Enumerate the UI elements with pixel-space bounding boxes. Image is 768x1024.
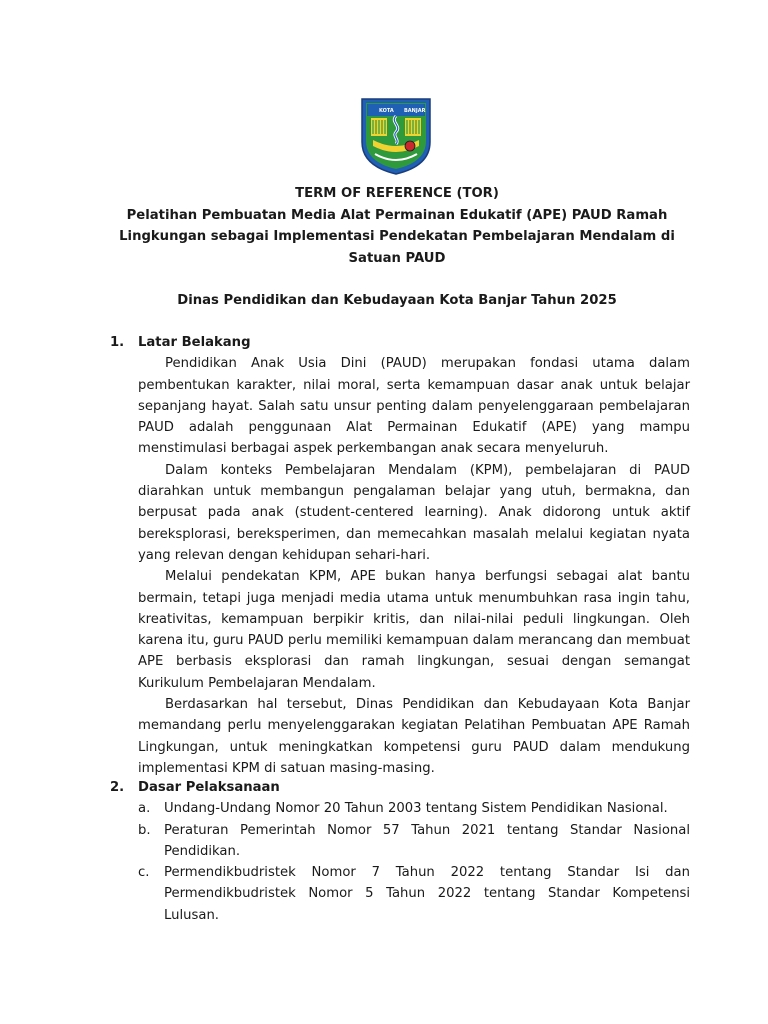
doc-title-line-3: Satuan PAUD [348, 250, 446, 266]
svg-text:KOTA: KOTA [379, 108, 394, 114]
list-marker: a. [138, 801, 151, 817]
section-heading [110, 777, 690, 798]
list-marker: b. [138, 822, 151, 838]
doc-type-heading: TERM OF REFERENCE (TOR) [295, 186, 499, 201]
section-title: Latar Belakang [138, 335, 251, 350]
section-number: 2. [110, 780, 125, 795]
document-title-block [100, 183, 694, 269]
paragraph: Pendidikan Anak Usia Dini (PAUD) merupakan fondasi utama dalam pembentukan karakter, nilai moral, serta kemampuan dasar anak untuk belajar sepanjang hayat. Salah satu unsur penting dalam penyelenggaraan pembelajaran PAUD adalah penggunaan Alat Permainan Edukatif (APE) yang mampu menstimulasi berbagai aspek perkembangan anak secara menyeluruh. [138, 356, 690, 457]
list-text: Peraturan Pemerintah Nomor 57 Tahun 2021 tentang Standar Nasional Pendidikan. [164, 822, 690, 859]
section-title: Dasar Pelaksanaan [138, 780, 280, 795]
list-item [110, 798, 690, 819]
section-number: 1. [110, 335, 125, 350]
paragraph: Dalam konteks Pembelajaran Mendalam (KPM), pembelajaran di PAUD diarahkan untuk membangun pengalaman belajar yang utuh, bermakna, dan berpusat pada anak (student-centered learning). Anak didorong untuk aktif bereksplorasi, bereksperimen, dan memecahkan masalah melalui kegiatan nyata yang relevan dengan kehidupan sehari-hari. [138, 462, 690, 563]
section-dasar-pelaksanaan [110, 777, 690, 926]
paragraph: Berdasarkan hal tersebut, Dinas Pendidikan dan Kebudayaan Kota Banjar memandang perlu menyelenggarakan kegiatan Pelatihan Pembuatan APE Ramah Lingkungan, untuk meningkatkan kompetensi guru PAUD dalam mendukung implementasi KPM di satuan masing-masing. [138, 697, 690, 776]
list-item [110, 820, 690, 863]
doc-title-line-2: Lingkungan sebagai Implementasi Pendekatan Pembelajaran Mendalam di [119, 229, 675, 244]
list-text: Permendikbudristek Nomor 7 Tahun 2022 tentang Standar Isi dan Permendikbudristek Nomor 5 Tahun 2022 tentang Standar Kompetensi Lulusan. [164, 865, 690, 923]
list-text: Undang-Undang Nomor 20 Tahun 2003 tentang Sistem Pendidikan Nasional. [164, 801, 668, 817]
organizer-line: Dinas Pendidikan dan Kebudayaan Kota Banjar Tahun 2025 [177, 293, 617, 308]
kota-banjar-emblem [359, 96, 433, 176]
list-marker: c. [138, 865, 150, 881]
svg-text:BANJAR: BANJAR [404, 108, 426, 114]
list-item [110, 862, 690, 926]
section-heading [110, 332, 690, 353]
doc-title-line-1: Pelatihan Pembuatan Media Alat Permainan Edukatif (APE) PAUD Ramah [126, 207, 668, 223]
section-latar-belakang [110, 332, 690, 779]
paragraph: Melalui pendekatan KPM, APE bukan hanya berfungsi sebagai alat bantu bermain, tetapi juga menjadi media utama untuk menumbuhkan rasa ingin tahu, kreativitas, kemampuan berpikir kritis, dan nilai-nilai peduli lingkungan. Oleh karena itu, guru PAUD perlu memiliki kemampuan dalam merancang dan membuat APE berbasis eksplorasi dan ramah lingkungan, sesuai dengan semangat Kurikulum Pembelajaran Mendalam. [138, 569, 690, 691]
